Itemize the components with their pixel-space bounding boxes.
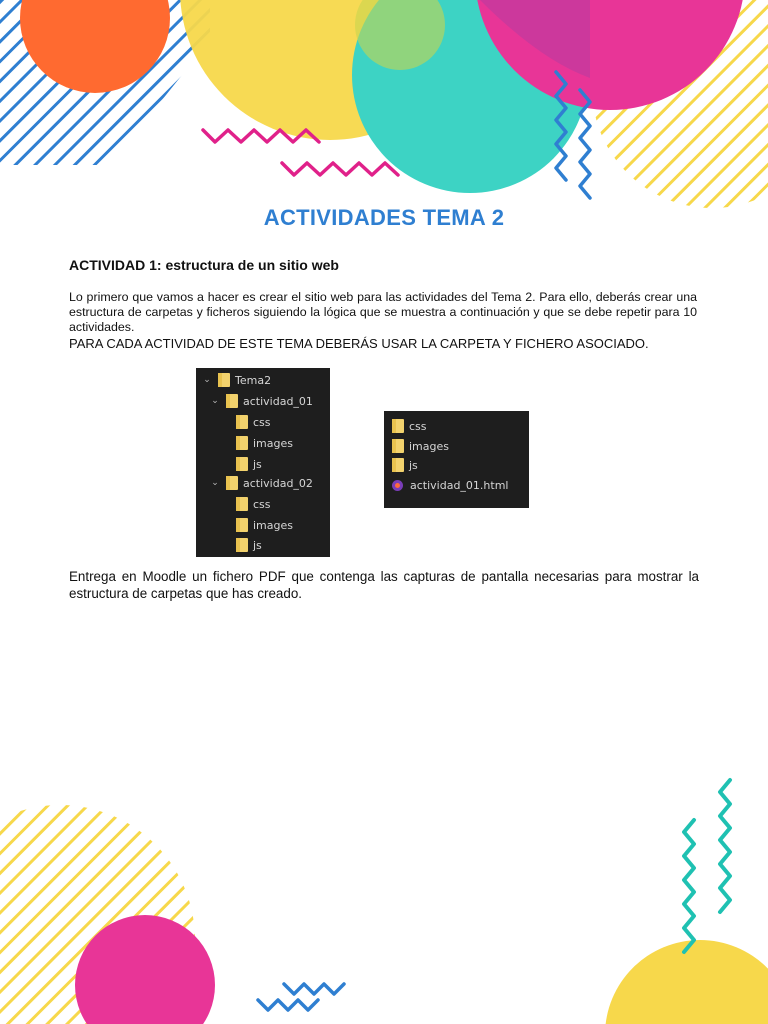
list-item-label: css — [409, 419, 427, 433]
folder-icon — [236, 436, 248, 450]
folder-icon — [218, 373, 230, 387]
tree-item-label: actividad_01 — [243, 394, 313, 408]
folder-icon — [226, 476, 238, 490]
submission-instructions: Entrega en Moodle un fichero PDF que contenga las capturas de pantalla necesarias para mostrar la estructura de carpetas que has creado. — [69, 569, 699, 601]
list-item-js — [392, 456, 418, 474]
folder-icon — [392, 439, 404, 453]
tree-item-label: images — [253, 518, 293, 532]
html-file-icon — [392, 480, 403, 491]
activity-heading: ACTIVIDAD 1: estructura de un sitio web — [69, 257, 339, 273]
folder-icon — [392, 458, 404, 472]
folder-icon — [236, 538, 248, 552]
folder-icon — [236, 518, 248, 532]
tree-item-label: images — [253, 436, 293, 450]
folder-tree-screenshot — [196, 368, 330, 557]
tree-item-label: css — [253, 415, 271, 429]
chevron-down-icon: ⌄ — [211, 396, 219, 406]
folder-icon — [236, 415, 248, 429]
chevron-down-icon: ⌄ — [211, 478, 219, 488]
page-title: ACTIVIDADES TEMA 2 — [263, 205, 505, 230]
list-item-label: js — [409, 458, 418, 472]
tree-item-label: js — [253, 457, 262, 471]
tree-item-css — [236, 413, 271, 431]
folder-contents-screenshot — [384, 411, 529, 508]
uppercase-notice: PARA CADA ACTIVIDAD DE ESTE TEMA DEBERÁS USAR LA CARPETA Y FICHERO ASOCIADO. — [69, 336, 649, 351]
folder-icon — [236, 497, 248, 511]
folder-icon — [392, 419, 404, 433]
tree-item-images — [236, 434, 293, 452]
tree-item-label: css — [253, 497, 271, 511]
tree-item-actividad-02 — [210, 474, 313, 492]
tree-item-label: actividad_02 — [243, 476, 313, 490]
folder-icon — [236, 457, 248, 471]
list-item-css — [392, 417, 427, 435]
chevron-down-icon: ⌄ — [203, 375, 211, 385]
tree-item-css — [236, 495, 271, 513]
instructions-paragraph: Lo primero que vamos a hacer es crear el sitio web para las actividades del Tema 2. Para ello, deberás crear una estructura de carpetas y ficheros siguiendo la lógica que se muestra a continuación y que se debe repetir para 10 actividades. — [69, 290, 697, 334]
list-item-label: actividad_01.html — [410, 478, 509, 492]
tree-item-actividad-01 — [210, 392, 313, 410]
tree-item-js — [236, 536, 262, 554]
list-item-html-file — [392, 476, 508, 494]
list-item-images — [392, 437, 449, 455]
tree-item-images — [236, 516, 293, 534]
tree-item-label: Tema2 — [235, 373, 272, 387]
tree-item-js — [236, 455, 262, 473]
tree-item-label: js — [253, 538, 262, 552]
folder-icon — [226, 394, 238, 408]
list-item-label: images — [409, 439, 449, 453]
tree-item-tema2 — [202, 371, 271, 389]
